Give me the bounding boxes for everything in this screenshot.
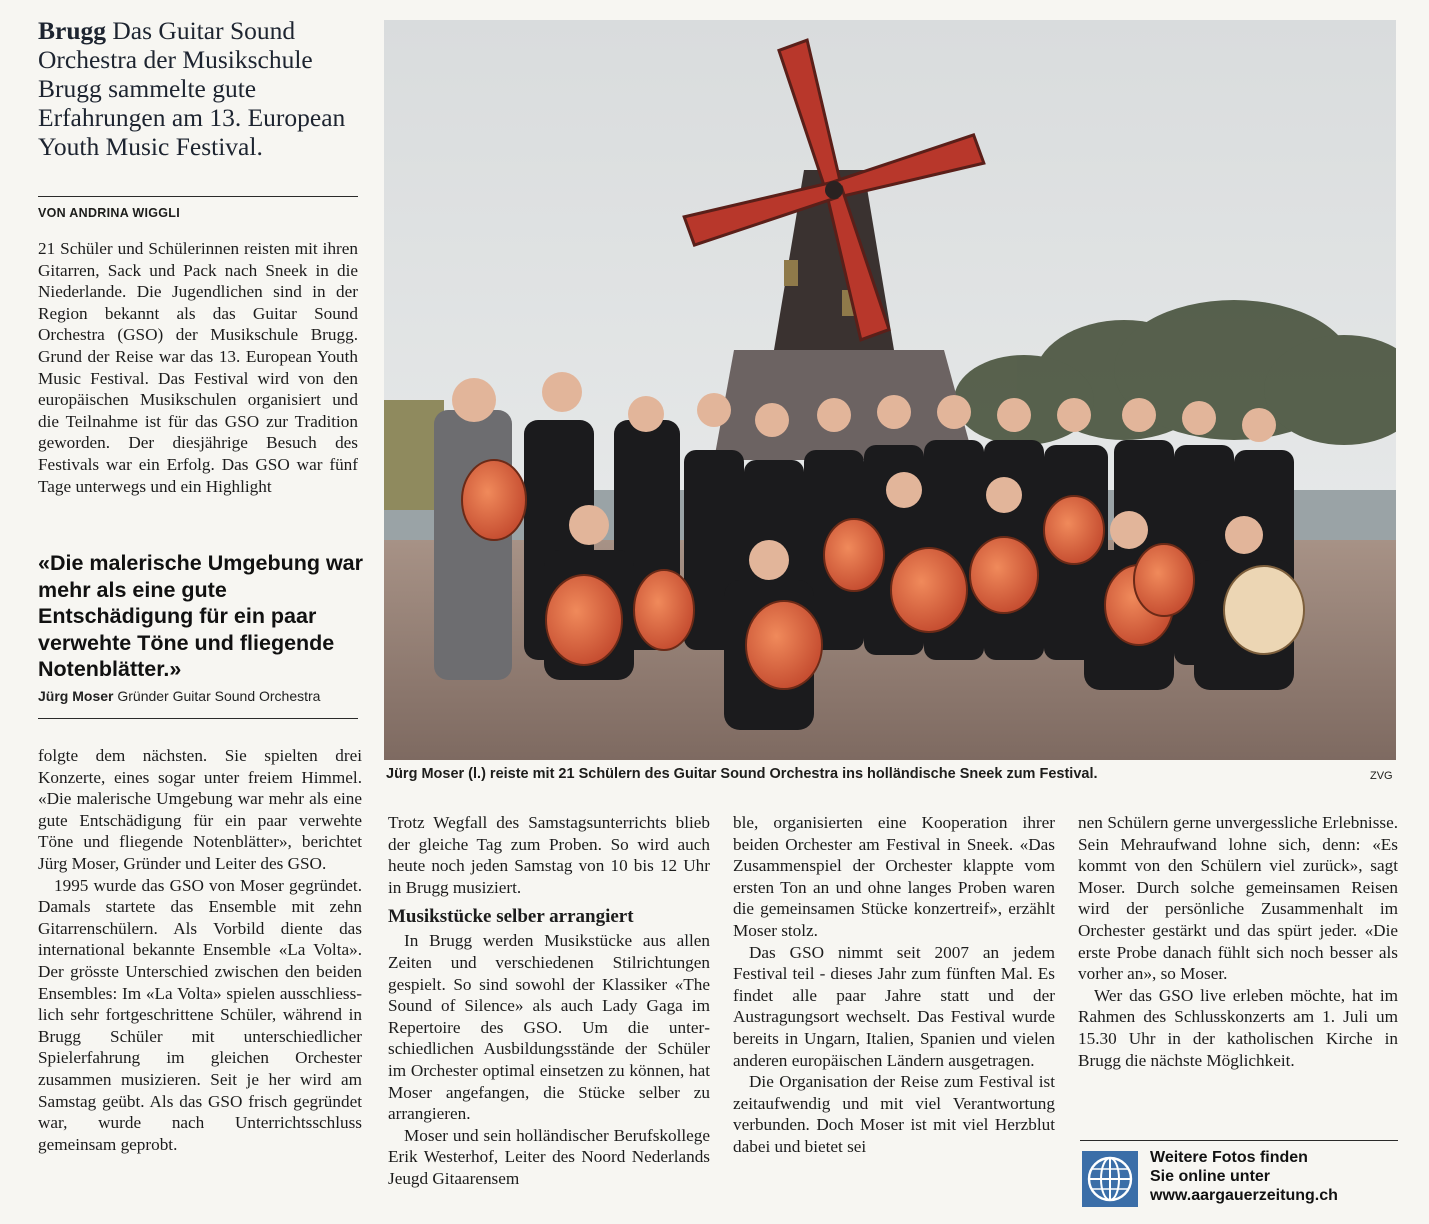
byline: VON ANDRINA WIGGLI [38, 206, 180, 220]
article-paragraph: Das GSO nimmt seit 2007 an jedem Festival teil - dieses Jahr zum fünften Mal. Es findet alle paar Jahre statt und der Austragungsort wechselt. Das Festival wurde bereits in Ungarn, Italien, Spanien und vielen anderen europäischen Ländern ausgetragen. [733, 942, 1055, 1070]
article-paragraph: 21 Schüler und Schülerinnen reisten mit ihren Gitarren, Sack und Pack nach Sneek in die Niederlande. Die Jugendlichen sind in der Region bekannt als das Guitar Sound Orchestra (GSO) der Musikschule Brugg. Grund der Reise war das 13. European Youth Music Festival. Das Festival wird von den europäischen Musikschulen organisiert und die Teilnahme ist für das GSO zur Tradition geworden. Der diesjährige Besuch des Festivals war ein Erfolg. Das GSO war fünf Tage unterwegs und ein Highlight [38, 239, 358, 496]
article-paragraph: folgte dem nächsten. Sie spielten drei Konzerte, eines sogar unter freiem Himmel. «Die malerische Umgebung war mehr als eine gute Entschädigung für ein paar verwehte Töne und fliegende Notenblätter», berichtet Jürg Moser, Gründer und Leiter des GSO. [38, 746, 362, 873]
photo-credit: ZVG [1370, 770, 1393, 782]
byline-rule [38, 196, 358, 197]
article-paragraph: Die Organisation der Reise zum Festival ist zeitaufwendig und mit viel Verantwortung verbunden. Doch Moser ist mit viel Herzblut dabei und bietet sei [733, 1072, 1055, 1156]
promo-rule [1080, 1140, 1398, 1141]
quote-author: Jürg Moser [38, 688, 114, 704]
orchestra-photo-illustration [384, 20, 1396, 760]
pull-quote-credit [38, 688, 368, 704]
photo-caption: Jürg Moser (l.) reiste mit 21 Schülern des Guitar Sound Orchestra ins holländische Sneek zum Festival. [386, 766, 1098, 782]
article-paragraph: Trotz Wegfall des Samstagsunterrichts blieb der gleiche Tag zum Proben. So wird auch heute noch jeden Samstag von 10 bis 12 Uhr in Brugg musiziert. [388, 813, 710, 897]
article-paragraph: In Brugg werden Musikstücke aus allen Zeiten und verschiedenen Stilrichtungen gespielt. So sind sowohl der Klassiker «The Sound of Silence» als auch Lady Gaga im Repertoire des GSO. Um die unterschiedlichen Ausbildungsstände der Schüler im Orchester optimal einsetzen zu können, hat Moser angefangen, die Stücke selber zu arrangieren. [388, 931, 710, 1124]
lead-text: Das Guitar Sound Orchestra der Musikschule Brugg sammelte gute Erfahrungen am 13. European Youth Music Festival. [38, 16, 346, 161]
article-paragraph: Wer das GSO live erleben möchte, hat im Rahmen des Schlusskonzerts am 1. Juli um 15.30 Uhr in der katholischen Kirche in Brugg die nächste Möglichkeit. [1078, 985, 1398, 1070]
promo-line: Sie online unter [1150, 1168, 1271, 1185]
article-column-1-bottom [38, 745, 362, 1155]
orchestra-photo [384, 20, 1396, 760]
lead-paragraph [38, 16, 363, 161]
globe-icon [1082, 1151, 1138, 1207]
promo-text [1150, 1148, 1400, 1205]
article-paragraph: Moser und sein holländischer Berufskollege Erik Westerhof, Leiter des Noord Nederlands Jeugd Gitaarensem [388, 1125, 710, 1188]
article-paragraph: ble, organisierten eine Kooperation ihrer beiden Orchester am Festival in Sneek. «Das Zusammenspiel der Orchester klappte vom ersten Ton an und ohne langes Proben waren die gemeinsamen Stücke konzertreif», erzählt Moser stolz. [733, 813, 1055, 940]
article-column-4 [1078, 812, 1398, 1071]
pull-quote: «Die malerische Umgebung war mehr als eine gute Entschädigung für ein paar verwehte Töne und fliegende Notenblätter.» [38, 551, 363, 681]
quote-author-role: Gründer Guitar Sound Orchestra [117, 688, 321, 704]
article-column-2 [388, 812, 710, 1190]
article-paragraph: nen Schülern gerne unvergessliche Erlebnisse. Sein Mehraufwand lohne sich, denn: «Es kommt von den Schülern viel zurück», sagt Moser. Durch solche gemeinsamen Reisen wird der persönliche Zusammenhalt im Orchester gestärkt und das spürt jeder. «Die erste Probe danach fühlt sich noch besser als vorher an», so Moser. [1078, 813, 1398, 984]
lead-place: Brugg [38, 16, 107, 45]
article-paragraph: 1995 wurde das GSO von Moser gegründet. Damals startete das Ensemble mit zehn Gitarrenschülern. Als Vorbild diente das international bekannte Ensemble «La Volta». Der grösste Unterschied zwischen den beiden Ensembles: Im «La Volta» spielen ausschliesslich sehr fortgeschrittene Schüler, während in Brugg Schüler mit unterschiedlicher Spielerfahrung im gleichen Orchester zusammen musizieren. Seit je her wird am Samstag geübt. Als das GSO frisch gegründet war, wurde nach Unterrichtsschluss gemeinsam geprobt. [38, 875, 362, 1154]
article-column-3 [733, 812, 1055, 1158]
promo-line: Weitere Fotos finden [1150, 1149, 1308, 1166]
promo-url-link[interactable]: www.aargauerzeitung.ch [1150, 1187, 1338, 1204]
quote-rule [38, 718, 358, 719]
article-column-1-top [38, 238, 358, 497]
subheading: Musikstücke selber arrangiert [388, 906, 634, 928]
